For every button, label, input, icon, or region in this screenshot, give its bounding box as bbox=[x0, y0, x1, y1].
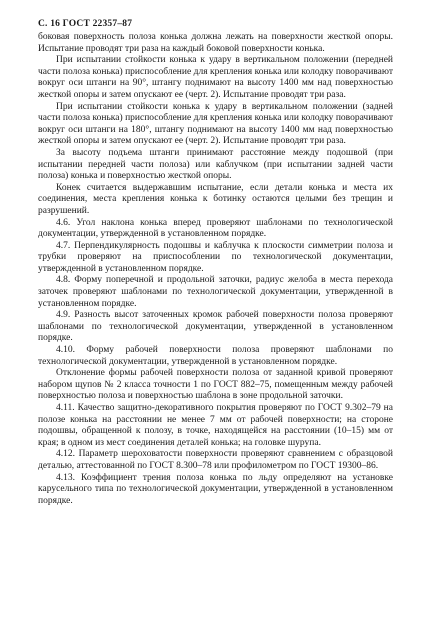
document-body bbox=[38, 32, 393, 507]
clause-4-6: 4.6. Угол наклона конька вперед проверяют шаблонами по технологической документации, утвержденной в установленном порядке. bbox=[38, 217, 393, 240]
clause-4-8: 4.8. Форму поперечной и продольной заточки, радиус желоба в места перехода заточек проверяют шаблонами по технологической документации, утвержденной в установленном порядке. bbox=[38, 275, 393, 309]
clause-4-13: 4.13. Коэффициент трения полоза конька по льду определяют на установке карусельного типа по технологической документации, утвержденной в установленном порядке. bbox=[38, 472, 393, 506]
clause-4-10: 4.10. Форму рабочей поверхности полоза проверяют шаблонами по технологической документации, утвержденной в установленном порядке. bbox=[38, 345, 393, 367]
clause-4-11: 4.11. Качество защитно-декоративного покрытия проверяют по ГОСТ 9.302–79 на полозе конька на расстоянии не менее 7 мм от рабочей поверхности; на стороне подошвы, обращенной к полозу, в точке, находящейся на расстоянии (10–15) мм от края; в одном из мест соединения деталей конька; на головке шурупа. bbox=[38, 403, 393, 448]
paragraph-continuation: боковая поверхность полоза конька должна лежать на поверхности жесткой опоры. Испытание проводят три раза на каждый боковой поверхности конька. bbox=[38, 32, 393, 54]
page-header: С. 16 ГОСТ 22357–87 bbox=[38, 19, 133, 29]
paragraph-form-deviation: Отклонение формы рабочей поверхности полоза от заданной кривой проверяют набором щупов № 2 класса точности 1 по ГОСТ 882–75, помещенным между рабочей поверхностью полоза и поверхностью шаблона в зоне продольной заточки. bbox=[38, 368, 393, 402]
clause-4-12: 4.12. Параметр шероховатости поверхности проверяют сравнением с образцовой деталью, аттестованной по ГОСТ 8.300–78 или профилометром по ГОСТ 19300–86. bbox=[38, 449, 393, 471]
paragraph-front-impact: При испытании стойкости конька к удару в вертикальном положении (передней части полоза конька) приспособление для крепления конька или колодку поворачивают вокруг оси штанги на 90°, штангу поднимают на высоту 1400 мм над поверхностью жесткой опоры и затем опускают ее (черт. 2). Испытание проводят три раза. bbox=[38, 55, 393, 100]
clause-4-7: 4.7. Перпендикулярность подошвы и каблучка к плоскости симметрии полоза и трубки проверяют на приспособлении по технологической документации, утвержденной в установленном порядке. bbox=[38, 240, 393, 274]
clause-4-9: 4.9. Разность высот заточенных кромок рабочей поверхности полоза проверяют шаблонами по технологической документации, утвержденной в установленном порядке. bbox=[38, 310, 393, 344]
paragraph-lift-height: За высоту подъема штанги принимают расстояние между подошвой (при испытании передней части полоза) или каблучком (при испытании задней части полоза) конька и поверхностью жесткой опоры. bbox=[38, 147, 393, 182]
paragraph-pass-criteria: Конек считается выдержавшим испытание, если детали конька и места их соединения, места крепления конька к ботинку остаются целыми без трещин и разрушений. bbox=[38, 182, 393, 216]
paragraph-rear-impact: При испытании стойкости конька к удару в вертикальном положении (задней части полоза конька) приспособление для крепления конька или колодку поворачивают вокруг оси штанги на 180°, штангу поднимают на высоту 1400 мм над поверхностью жесткой опоры и затем опускают ее (черт. 2). Испытание проводят три раза. bbox=[38, 101, 393, 147]
